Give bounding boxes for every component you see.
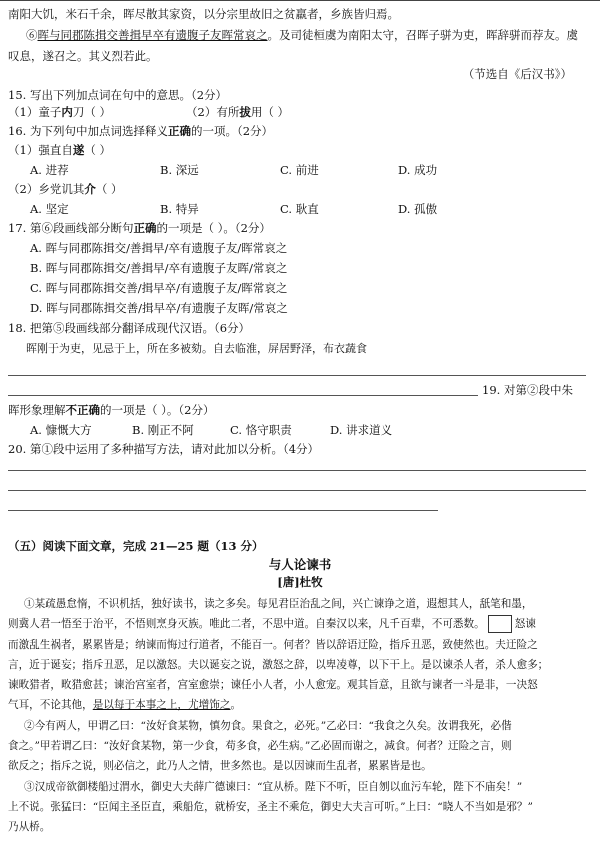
question-16-sub-1 [8,144,111,158]
top-rule [0,0,600,1]
article-line [8,695,592,715]
answer-line[interactable] [8,395,478,396]
option-d[interactable]: D. 成功 [398,163,438,177]
option-b[interactable]: B. 晖与同郡陈揖交/善揖早/卒有遗腹子友晖/常哀之 [30,261,288,275]
question-19-lead: 19. 对第②段中朱 [482,383,573,397]
option-d[interactable]: D. 讲求道义 [330,423,393,437]
question-16-stem [8,125,273,139]
article-line: 上不说。张猛曰：“臣闻主圣臣直，乘船危，就桥安，圣主不乘危，御史大夫言可听。”上曰：“晓人不当如是邪？” [8,800,533,813]
article-body [8,594,592,838]
option-c[interactable]: C. 恪守职责 [230,423,292,437]
article-author: [唐]杜牧 [277,575,323,589]
option-b[interactable]: B. 深远 [160,163,199,177]
answer-blank[interactable]: （ ） [84,143,111,157]
article-line: 而激乱生祸者，累累皆是；纳谏而悔过行道者，不能百一。何者？皆以辞语迂险，指斥丑恶，致使然也。夫迂险之 [8,638,538,651]
source-citation: （节选自《后汉书》） [462,67,572,81]
article-text: 怒谏 [514,618,536,631]
stem-text: 的一项。（2分） [190,124,274,138]
question-19-stem [8,404,214,418]
stem-text: 16. 为下列句中加点词选择释义 [8,124,168,138]
stem-emphasis: 正确 [167,124,191,138]
answer-line[interactable] [8,470,586,471]
dotted-word: 内 [61,105,73,119]
question-18-sentence: 晖刚于为吏，见忌于上，所在多被劾。自去临淮，屏居野泽，布衣蔬食 [26,342,367,355]
option-c[interactable]: C. 前进 [280,163,319,177]
item-text: （1）童子 [8,105,62,119]
article-text: 气耳，不论其他， [8,699,93,712]
question-15-item-1 [8,106,111,120]
stem-text: 的一项是（ ）。（2分） [100,403,215,417]
dotted-word: 介 [84,182,96,196]
item-text: （1）强直自 [8,143,73,157]
item-text: （2）乡党讥其 [8,182,85,196]
option-c[interactable]: C. 晖与同郡陈揖交善/揖早卒/有遗腹子友/晖常哀之 [30,281,288,295]
dotted-word: 遂 [72,143,85,157]
dotted-word: 拔 [239,105,251,119]
option-d[interactable]: D. 孤傲 [398,202,438,216]
article-line: 谏畋猎者，畋猎愈甚；谏治宫室者，宫室愈崇；谏任小人者，小人愈宠。观其旨意，且欲与谏者一斗是非，一决怒 [8,679,538,692]
question-15-stem: 15. 写出下列加点词在句中的意思。（2分） [8,88,228,102]
option-d[interactable]: D. 晖与同郡陈揖交善/揖早卒/有遗腹子友晖/常哀之 [30,301,288,315]
question-18-stem: 18. 把第⑤段画线部分翻译成现代汉语。（6分） [8,321,251,335]
answer-blank[interactable]: （ ） [95,182,123,196]
option-a[interactable]: A. 慷慨大方 [30,423,92,437]
section-heading: （五）阅读下面文章，完成 21—25 题（13 分） [8,539,264,553]
option-b[interactable]: B. 特异 [160,202,199,216]
passage-line: 叹息，遂召之。其义烈若此。 [8,49,158,63]
answer-box[interactable] [488,615,512,633]
article-line: 乃从桥。 [8,821,51,834]
article-text: 。 [230,699,242,712]
article-line: 欲反之；指斥之说，则必信之，此乃人之情，世多然也。是以因谏而生乱者，累累皆是也。 [8,760,432,773]
stem-text: 的一项是（ ）。（2分） [156,221,271,235]
answer-blank[interactable]: 用（ ） [250,105,289,119]
article-line: ③汉成帝欲御楼船过渭水，御史大夫薛广德谏曰：“宜从桥。陛下不听，臣自刎以血污车轮，陛下不庙矣！” [24,780,523,793]
article-line: ②今有两人，甲谓乙曰：“汝好食某物，慎勿食。果食之，必死。”乙必曰：“我食之久矣。汝谓我死，必偕 [24,719,512,732]
article-line: 言，近于诞妄；指斥丑恶，足以激怒。夫以诞妄之说，激怒之辞，以卑凌尊，以下干上。是以谏杀人者，杀人愈多； [8,658,549,671]
answer-blank[interactable]: 刀（ ） [72,105,111,119]
article-text: 则冀人君一悟至于治平，不悟则烹身灭族。唯此二者，不思中道。自秦汉以来，凡千百辈，不可悉数。 [8,618,485,631]
stem-text: 17. 第⑥段画线部分断句 [8,221,134,235]
stem-emphasis: 不正确 [65,403,100,417]
article-line: ①某疏愚怠惰，不识机括，独好读书，读之多矣。每见君臣治乱之间，兴亡谏诤之道，遐想其人，舐笔和墨， [24,598,533,610]
option-c[interactable]: C. 耿直 [280,202,319,216]
item-text: （2）有所 [186,105,240,119]
underlined-sentence: 晖与同郡陈揖交善揖早卒有遗腹子友晖常哀之 [37,28,268,42]
stem-emphasis: 正确 [133,221,157,235]
answer-line[interactable] [8,510,438,511]
article-title: 与人论谏书 [268,557,332,572]
option-a[interactable]: A. 进荐 [30,163,69,177]
option-a[interactable]: A. 晖与同郡陈揖交/善揖早/卒有遗腹子友/晖常哀之 [30,241,288,255]
article-line: 食之。”甲若谓乙曰：“汝好食某物，第一少食，苟多食，必生病。”乙必固而谢之，减食。何者？迂险之言，则 [8,740,512,753]
stem-text: 晖形象理解 [8,403,66,417]
article-line [8,614,592,634]
option-a[interactable]: A. 坚定 [30,202,69,216]
answer-line[interactable] [8,375,586,376]
answer-line[interactable] [8,490,586,491]
question-16-sub-2 [8,183,122,197]
underlined-sentence: 是以每于本事之上，尤增饰之 [92,699,231,712]
passage-paragraph-6 [26,29,578,43]
question-17-stem [8,222,271,236]
option-b[interactable]: B. 刚正不阿 [132,423,194,437]
passage-line: 南阳大饥，米石千余，晖尽散其家资，以分宗里故旧之贫羸者，乡族皆归焉。 [8,7,399,21]
passage-text: 。及司徒桓虞为南阳太守，召晖子骈为吏，晖辞骈而荐友。虞 [267,28,578,42]
question-15-item-2 [186,106,289,120]
question-20-stem: 20. 第①段中运用了多种描写方法，请对此加以分析。（4分） [8,442,320,456]
paragraph-number: ⑥ [26,28,38,42]
